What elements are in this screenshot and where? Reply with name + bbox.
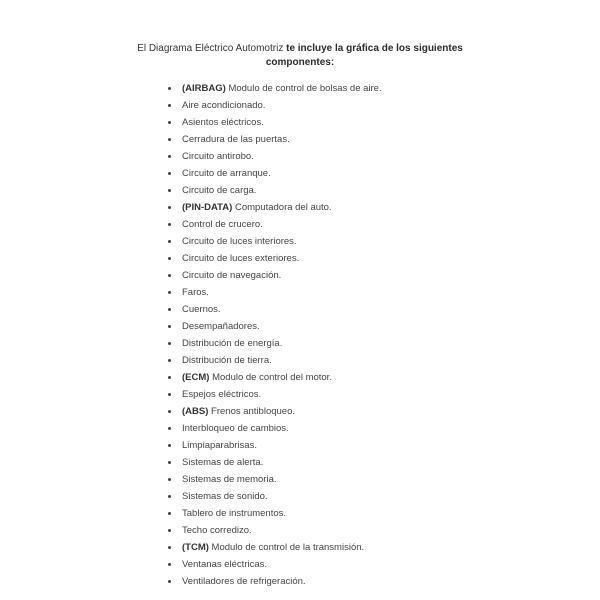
bullet-icon [168,529,171,532]
bullet-icon [168,393,171,396]
bullet-icon [168,495,171,498]
list-item-label: Modulo de control del motor. [209,372,332,383]
list-item-label: Sistemas de memoria. [182,474,277,485]
bullet-icon [168,580,171,583]
list-item [168,386,382,403]
bullet-icon [168,308,171,311]
bullet-icon [168,240,171,243]
list-item [168,250,382,267]
bullet-icon [168,444,171,447]
list-item [168,454,382,471]
list-item-label: Modulo de control de bolsas de aire. [225,83,382,94]
list-item-label: Desempañadores. [182,321,260,332]
list-item [168,522,382,539]
list-item-label: Aire acondicionado. [182,100,266,111]
list-item [168,471,382,488]
intro-bold-text-line2: componentes: [265,57,335,68]
list-item-label: Computadora del auto. [232,202,332,213]
bullet-icon [168,189,171,192]
list-item-code: (TCM) [182,542,209,553]
list-item [168,114,382,131]
list-item-label: Distribución de tierra. [182,355,272,366]
bullet-icon [168,291,171,294]
list-item [168,335,382,352]
list-item [168,301,382,318]
list-item [168,539,382,556]
list-item [168,318,382,335]
list-item-label: Cerradura de las puertas. [182,134,290,145]
list-item-label: Espejos eléctricos. [182,389,262,400]
intro-normal-text: El Diagrama Eléctrico Automotriz [137,43,287,54]
bullet-icon [168,274,171,277]
bullet-icon [168,172,171,175]
bullet-icon [168,359,171,362]
list-item-label: Circuito de navegación. [182,270,282,281]
bullet-icon [168,121,171,124]
list-item [168,216,382,233]
bullet-icon [168,427,171,430]
list-item-label: Asientos eléctricos. [182,117,264,128]
list-item-label: Frenos antibloqueo. [208,406,296,417]
list-item-label: Modulo de control de la transmisión. [208,542,365,553]
list-item [168,403,382,420]
list-item [168,80,382,97]
bullet-icon [168,342,171,345]
list-item [168,352,382,369]
list-item [168,488,382,505]
bullet-icon [168,512,171,515]
bullet-icon [168,104,171,107]
list-item [168,199,382,216]
bullet-icon [168,223,171,226]
list-item-code: (ABS) [182,406,209,417]
list-item-label: Cuernos. [182,304,221,315]
list-item [168,369,382,386]
bullet-icon [168,325,171,328]
list-item [168,233,382,250]
list-item [168,420,382,437]
bullet-icon [168,257,171,260]
bullet-icon [168,410,171,413]
list-item-label: Sistemas de alerta. [182,457,264,468]
list-item [168,131,382,148]
list-item-label: Circuito de carga. [182,185,257,196]
list-item [168,148,382,165]
list-item-label: Circuito de luces interiores. [182,236,297,247]
list-item-label: Circuito de arranque. [182,168,271,179]
list-item-label: Faros. [182,287,209,298]
list-item [168,437,382,454]
list-item-label: Circuito de luces exteriores. [182,253,300,264]
list-item-label: Ventiladores de refrigeración. [182,576,306,587]
list-item-code: (PIN-DATA) [182,202,233,213]
list-item-label: Interbloqueo de cambios. [182,423,289,434]
list-item [168,165,382,182]
intro-bold-text: te incluye la gráfica de los siguientes [286,43,463,54]
intro-paragraph [100,42,500,70]
list-item-label: Sistemas de sonido. [182,491,268,502]
bullet-icon [168,206,171,209]
bullet-icon [168,376,171,379]
bullet-icon [168,87,171,90]
list-item-label: Tablero de instrumentos. [182,508,287,519]
bullet-icon [168,478,171,481]
list-item-label: Limpiaparabrisas. [182,440,257,451]
list-item-label: Ventanas eléctricas. [182,559,268,570]
list-item-label: Distribución de energía. [182,338,283,349]
list-item-code: (AIRBAG) [182,83,226,94]
list-item [168,556,382,573]
list-item-label: Circuito antirobo. [182,151,254,162]
bullet-icon [168,461,171,464]
list-item-code: (ECM) [182,372,210,383]
list-item [168,284,382,301]
list-item [168,182,382,199]
bullet-icon [168,155,171,158]
bullet-icon [168,138,171,141]
component-list [168,80,382,590]
bullet-icon [168,546,171,549]
list-item [168,97,382,114]
list-item-label: Control de crucero. [182,219,263,230]
list-item [168,573,382,590]
bullet-icon [168,563,171,566]
list-item [168,267,382,284]
list-item [168,505,382,522]
list-item-label: Techo corredizo. [182,525,252,536]
